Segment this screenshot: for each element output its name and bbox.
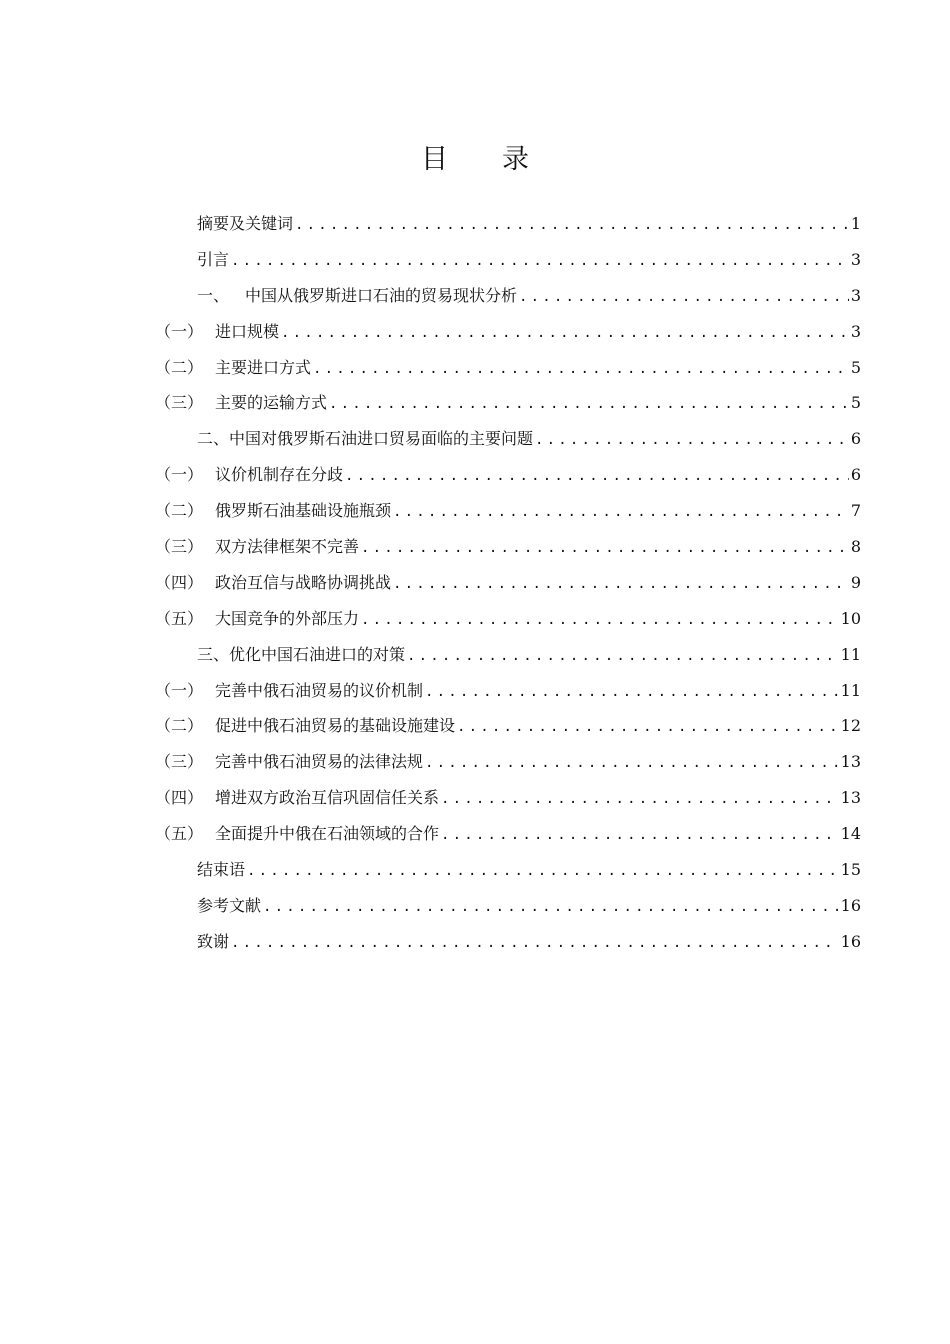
toc-entry[interactable] [155,637,861,673]
toc-entry-label: 议价机制存在分歧 [215,465,344,485]
toc-entry-page: 3 [850,285,861,305]
toc-entry[interactable] [155,852,861,888]
toc-entry[interactable] [155,601,861,637]
toc-entry-number: （五） [155,608,204,628]
toc-title: 目录 [421,144,583,175]
toc-dot-leader [393,567,849,603]
toc-dot-leader [425,675,839,711]
toc-entry[interactable] [155,385,861,421]
toc-entry-label: 致谢 [197,931,230,951]
toc-entry[interactable] [155,457,861,493]
toc-entry-label: 政治互信与战略协调挑战 [215,572,392,592]
toc-entry[interactable] [155,529,861,565]
toc-dot-leader [345,459,849,495]
toc-entry-page: 13 [840,788,861,808]
toc-entry-label: 摘要及关键词 [197,214,294,233]
toc-dot-leader [441,818,839,854]
toc-entry-number: （一） [155,321,204,341]
toc-entry-page: 5 [850,357,861,377]
toc-dot-leader [407,639,839,675]
toc-entry-label: 完善中俄石油贸易的法律法规 [215,752,424,772]
toc-entry-label: 主要进口方式 [215,357,312,377]
toc-dot-leader [425,746,839,782]
toc-entry[interactable] [155,242,861,278]
toc-entry-page: 3 [850,321,861,341]
toc-entry[interactable] [155,708,861,744]
toc-entry-number: （一） [155,680,204,700]
toc-entry-label: 三、优化中国石油进口的对策 [197,644,406,664]
toc-dot-leader [441,782,839,818]
toc-entry-number: （三） [155,393,204,413]
toc-dot-leader [535,423,849,459]
toc-entry[interactable] [155,314,861,350]
toc-entry-page: 3 [850,249,861,269]
toc-entry-number: （一） [155,465,204,485]
toc-entry[interactable] [155,673,861,709]
toc-entry-page: 16 [840,895,861,915]
toc-entry[interactable] [155,350,861,386]
toc-dot-leader [231,926,839,962]
toc-entry[interactable] [155,816,861,852]
toc-entry-page: 5 [850,393,861,413]
toc-entry-page: 8 [850,537,861,557]
toc-dot-leader [313,352,849,388]
toc-entry-page: 6 [850,429,861,449]
toc-entry-label: 结束语 [197,860,246,880]
toc-entry-page: 11 [840,644,861,664]
toc-dot-leader [393,495,849,531]
toc-entry[interactable] [155,421,861,457]
toc-entry-number: （五） [155,824,204,844]
toc-entry[interactable] [155,493,861,529]
toc-entry-page: 1 [850,214,861,233]
toc-entry-label: 参考文献 [197,895,262,915]
toc-entry-number: （四） [155,788,204,808]
toc-entry-number: （二） [155,716,204,736]
toc-dot-leader [519,280,849,316]
toc-dot-leader [295,208,849,244]
toc-entry-label: 中国从俄罗斯进口石油的贸易现状分析 [245,285,518,305]
toc-entry[interactable] [155,278,861,314]
toc-entry-page: 15 [840,860,861,880]
toc-dot-leader [457,710,839,746]
toc-entry-number: （二） [155,357,204,377]
toc-dot-leader [361,603,839,639]
toc-dot-leader [361,531,849,567]
toc-entry-number: （三） [155,537,204,557]
toc-entry-page: 11 [840,680,861,700]
toc-entry[interactable] [155,744,861,780]
toc-entry-number: （四） [155,572,204,592]
toc-entry-page: 7 [850,501,861,521]
toc-entry-label: 二、中国对俄罗斯石油进口贸易面临的主要问题 [197,429,534,449]
toc-entry-label: 主要的运输方式 [215,393,328,413]
toc-dot-leader [281,316,849,352]
toc-entry-page: 13 [840,752,861,772]
toc-entry-label: 双方法律框架不完善 [215,537,360,557]
toc-entry-label: 引言 [197,249,230,269]
toc-dot-leader [231,244,849,280]
toc-entry[interactable] [155,565,861,601]
toc-entry-number: 一、 [197,285,230,305]
toc-entry[interactable] [155,924,861,960]
toc-entry-label: 进口规模 [215,321,280,341]
toc-entry-page: 6 [850,465,861,485]
toc-entry-label: 完善中俄石油贸易的议价机制 [215,680,424,700]
toc-entry-page: 10 [840,608,861,628]
toc-entry-label: 全面提升中俄在石油领域的合作 [215,824,440,844]
toc-entry-label: 大国竞争的外部压力 [215,608,360,628]
toc-entry-label: 俄罗斯石油基础设施瓶颈 [215,501,392,521]
toc-entry-label: 促进中俄石油贸易的基础设施建设 [215,716,456,736]
toc-entry[interactable] [155,206,861,242]
toc-entry[interactable] [155,780,861,816]
toc-dot-leader [329,387,849,423]
toc-entry-label: 增进双方政治互信巩固信任关系 [215,788,440,808]
toc-entry-page: 14 [840,824,861,844]
toc-entry-page: 12 [840,716,861,736]
toc-dot-leader [247,854,839,890]
toc-entry[interactable] [155,888,861,924]
toc-entry-number: （二） [155,501,204,521]
toc-entry-page: 16 [840,931,861,951]
toc-entry-number: （三） [155,752,204,772]
toc-list [155,206,861,960]
toc-dot-leader [263,890,839,926]
toc-entry-page: 9 [850,572,861,592]
